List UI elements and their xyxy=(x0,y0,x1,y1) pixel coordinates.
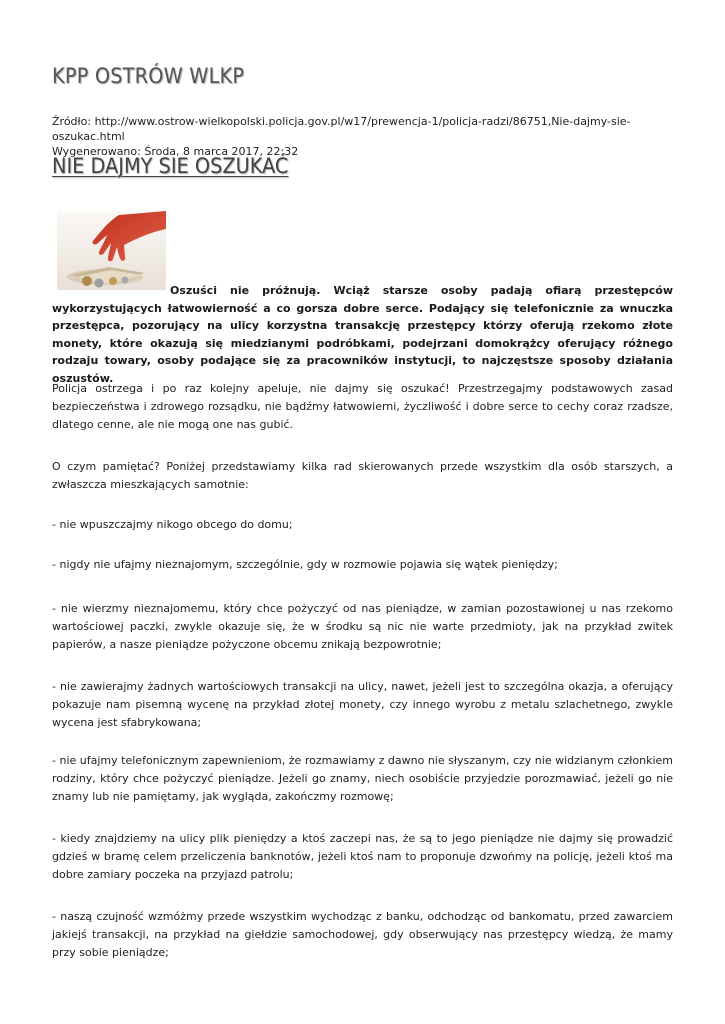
source-line: Źródło: http://www.ostrow-wielkopolski.policja.gov.pl/w17/prewencja-1/policja-radzi/86751,Nie-dajmy-sie-oszukac.html xyxy=(52,115,631,143)
paragraph-warning: Policja ostrzega i po raz kolejny apeluje, nie dajmy się oszukać! Przestrzegajmy podstawowych zasad bezpieczeństwa i zdrowego rozsądku, nie bądźmy łatwowierni, życzliwość i dobre serce to cechy coraz rzadsze, dlatego cenne, ale nie mogą one nas gubić. xyxy=(52,382,673,431)
article-title: NIE DAJMY SIE OSZUKAĆ xyxy=(52,154,289,178)
advice-item: - nie wpuszczajmy nikogo obcego do domu; xyxy=(52,518,293,531)
generated-line: Wygenerowano: Środa, 8 marca 2017, 22:32 xyxy=(52,145,299,158)
document-meta xyxy=(52,114,673,159)
advice-item: - naszą czujność wzmóżmy przede wszystkim wychodząc z banku, odchodząc od bankomatu, przed zawarciem jakiejś transakcji, na przykład na giełdzie samochodowej, gdy obserwujący nas przestępcy wiedzą, że mamy przy sobie pieniądze; xyxy=(52,910,673,959)
article-lead: Oszuści nie próżnują. Wciąż starsze osoby padają ofiarą przestępców wykorzystujących łatwowierność a co gorsza dobre serce. Podający się telefonicznie za wnuczka przestępca, pozorujący na ulicy korzystna transakcję przestępcy którzy oferują rzekomo złote monety, które okazują się miedzianymi podróbkami, podejrzani domokrążcy oferujący różnego rodzaju towary, osoby podające się za pracowników instytucji, to najczęstsze sposoby działania oszustów. xyxy=(52,284,673,385)
advice-item: - nie ufajmy telefonicznym zapewnieniom, że rozmawiamy z dawno nie słyszanym, czy nie widzianym członkiem rodziny, który chce pożyczyć pieniądze. Jeżeli go znamy, niech osobiście przyjedzie porozmawiać, jeżeli go nie znamy lub nie pamiętamy, jak wygląda, zakończmy rozmowę; xyxy=(52,754,673,803)
advice-item: - nie zawierajmy żadnych wartościowych transakcji na ulicy, nawet, jeżeli jest to szczególna okazja, a oferujący pokazuje nam pisemną wycenę na przykład złotej monety, czy innego wyrobu z metalu szlachetnego, zwykle wycena jest sfabrykowana; xyxy=(52,680,673,729)
advice-item: - nigdy nie ufajmy nieznajomym, szczególnie, gdy w rozmowie pojawia się wątek pieniędzy; xyxy=(52,558,558,571)
advice-item: - nie wierzmy nieznajomemu, który chce pożyczyć od nas pieniądze, w zamian pozostawionej u nas rzekomo wartościowej paczki, zwykle okazuje się, że w środku są nic nie warte przedmioty, jak na przykład zwitek papierów, a nasze pieniądze pożyczone obcemu znikają bezpowrotnie; xyxy=(52,602,673,651)
advice-item: - kiedy znajdziemy na ulicy plik pieniędzy a ktoś zaczepi nas, że są to jego pieniądze nie dajmy się prowadzić gdzieś w bramę celem przeliczenia banknotów, jeżeli ktoś nam to proponuje dzwońmy na policję, jeżeli ktoś ma dobre zamiary poczeka na przyjazd patrolu; xyxy=(52,832,673,881)
article-photo xyxy=(57,211,166,290)
site-title: KPP OSTRÓW WLKP xyxy=(52,64,245,88)
paragraph-intro: O czym pamiętać? Poniżej przedstawiamy kilka rad skierowanych przede wszystkim dla osób starszych, a zwłaszcza mieszkających samotnie: xyxy=(52,460,673,491)
